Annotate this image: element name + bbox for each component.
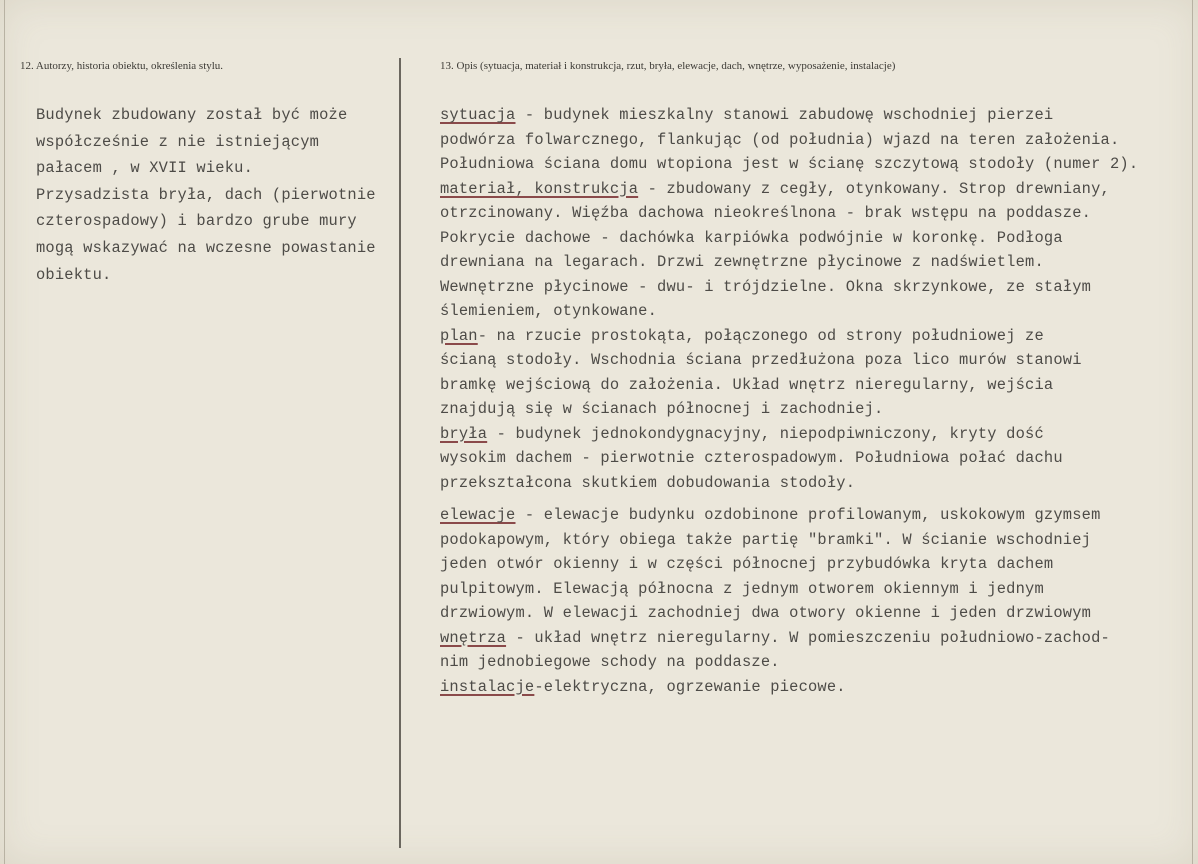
text-line [440,471,1138,496]
text-line [440,503,1138,528]
line-text: - układ wnętrz nieregularny. W pomieszczeniu południowo-zachod- [506,628,1110,647]
text-line [440,446,1138,471]
section-keyword: elewacje [440,506,516,524]
text-line: Przysadzista bryła, dach (pierwotnie [36,185,376,204]
text-line [440,348,1138,373]
line-text: podokapowym, który obiega także partię "bramki". W ścianie wschodniej [440,530,1092,549]
section-keyword: materiał, konstrukcja [440,179,639,198]
line-text: Wewnętrzne płycinowe - dwu- i trójdzielne. Okna skrzynkowe, ze stałym [440,277,1092,296]
line-text: drewniana na legarach. Drzwi zewnętrzne płycinowe z nadświetlem. [440,253,1044,271]
card-right-border [1192,0,1193,864]
line-text: - elewacje budynku ozdobinone profilowanym, uskokowym gzymsem [515,506,1101,524]
line-text: Południowa ściana domu wtopiona jest w ścianę szczytową stodoły (numer 2). [440,155,1139,173]
text-line [440,226,1138,251]
text-line [440,675,1138,700]
line-text: Pokrycie dachowe - dachówka karpiówka podwójnie w koronkę. Podłoga [440,228,1063,247]
text-line [440,177,1138,202]
section-13-heading: 13. Opis (sytuacja, materiał i konstrukcja, rzut, bryła, elewacje, dach, wnętrze, wyposażenie, instalacje) [440,60,896,72]
line-text: - zbudowany z cegły, otynkowany. Strop drewniany, [638,179,1110,198]
text-line [440,650,1138,675]
text-line [440,250,1138,275]
line-text: przekształcona skutkiem dobudowania stodoły. [440,473,856,492]
text-line [440,103,1138,128]
line-text: - budynek jednokondygnacyjny, niepodpiwniczony, kryty dość [487,424,1044,443]
column-divider [399,58,401,848]
section-keyword: plan [440,326,478,345]
text-line [440,577,1138,602]
line-text: ścianą stodoły. Wschodnia ściana przedłużona poza lico murów stanowi [440,351,1082,369]
section-12-heading: 12. Autorzy, historia obiektu, określenia stylu. [20,60,224,72]
section-keyword: bryła [440,424,488,443]
line-text: jeden otwór okienny i w części północnej przybudówka kryta dachem [440,555,1054,573]
text-line [440,373,1138,398]
line-text: -elektryczna, ogrzewanie piecowe. [534,677,846,696]
text-line [440,601,1138,626]
section-13-text [440,103,1138,699]
text-line [440,324,1138,349]
text-line [440,552,1138,577]
line-text: pulpitowym. Elewacją północna z jednym otworem okiennym i jednym [440,579,1044,598]
line-text: drzwiowym. W elewacji zachodniej dwa otwory okienne i jeden drzwiowym [440,604,1092,622]
text-line: czterospadowy) i bardzo grube mury [36,212,357,231]
line-text: otrzcinowany. Więźba dachowa nieokreślnona - brak wstępu na poddasze. [440,204,1092,222]
line-text: wysokim dachem - pierwotnie czterospadowym. Południowa połać dachu [440,449,1063,467]
line-text: znajdują się w ścianach północnej i zachodniej. [440,400,884,418]
text-line [440,299,1138,324]
text-line [440,626,1138,651]
text-line: mogą wskazywać na wczesne powastanie [36,238,376,257]
section-keyword: sytuacja [440,106,516,124]
text-line: współcześnie z nie istniejącym [36,132,320,151]
text-line [440,275,1138,300]
line-text: bramkę wejściową do założenia. Układ wnętrz nieregularny, wejścia [440,375,1054,394]
text-line: obiektu. [36,265,112,284]
section-keyword: wnętrza [440,628,507,647]
text-line [440,128,1138,153]
line-text: - na rzucie prostokąta, połączonego od strony południowej ze [477,326,1044,345]
text-line [440,422,1138,447]
text-line [440,397,1138,422]
line-text: ślemieniem, otynkowane. [440,302,658,320]
card-left-border [4,0,5,864]
text-line [440,201,1138,226]
text-line [440,528,1138,553]
line-text: podwórza folwarcznego, flankując (od południa) wjazd na teren założenia. [440,130,1120,149]
text-line: Budynek zbudowany został być może [36,106,348,124]
line-text: nim jednobiegowe schody na poddasze. [440,653,780,671]
line-text: - budynek mieszkalny stanowi zabudowę wschodniej pierzei [515,106,1054,124]
text-line: pałacem , w XVII wieku. [36,159,254,178]
section-keyword: instalacje [440,677,535,696]
section-12-text [36,102,376,288]
text-line [440,152,1138,177]
